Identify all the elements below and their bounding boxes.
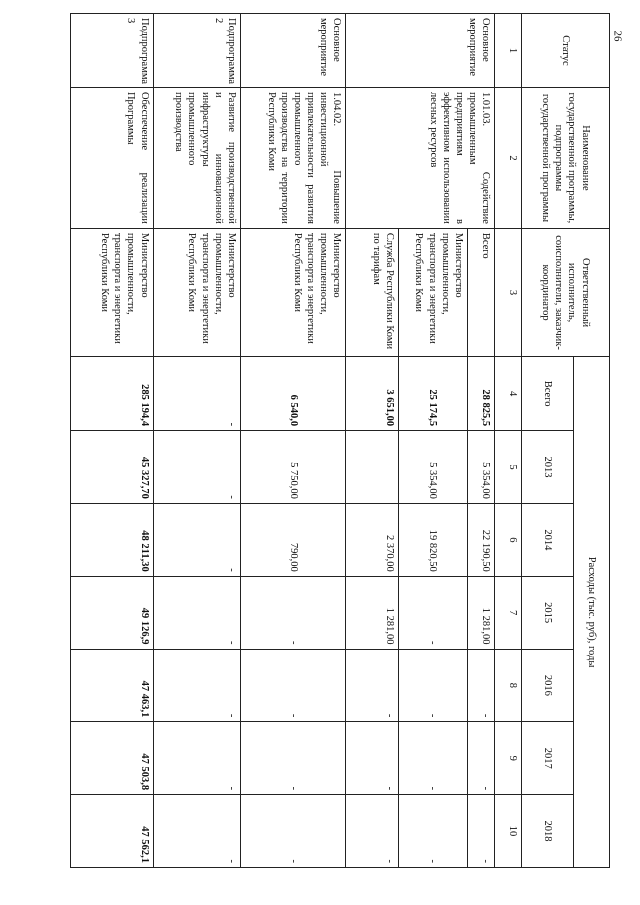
col-number: 3 (495, 228, 521, 356)
row-name: Развитие производственной и инновационной инфраструктуры промышленного производства (153, 87, 240, 228)
header-responsible: Ответственный исполнитель, соисполнители, заказчик-координатор (521, 228, 609, 356)
row-total: 28 825,5 (467, 357, 495, 431)
row-name: 1.04.02. Повышение инвестиционной привлекательности развития промышленного производства на территории Республики Коми (240, 87, 346, 228)
row-value: 45 327,70 (71, 431, 154, 504)
row-responsible: Министерство промышленности, транспорта и энергетики Республики Коми (71, 228, 154, 356)
row-value: - (346, 649, 399, 722)
row-value: - (153, 503, 240, 576)
col-number: 7 (495, 576, 521, 649)
row-value: 1 281,00 (467, 576, 495, 649)
col-number: 1 (495, 14, 521, 88)
row-total: 6 540,0 (240, 357, 346, 431)
row-value: 47 463,1 (71, 649, 154, 722)
row-value: 19 820,50 (399, 503, 468, 576)
row-value: 2 370,00 (346, 503, 399, 576)
header-status: Статус (521, 14, 609, 88)
col-number: 8 (495, 649, 521, 722)
row-value: - (399, 649, 468, 722)
row-value: - (399, 576, 468, 649)
row-value: - (467, 649, 495, 722)
header-year: 2013 (521, 431, 574, 504)
row-value: 22 190,50 (467, 503, 495, 576)
row-responsible: Служба Республики Коми по тарифам (346, 228, 399, 356)
row-value: 790,00 (240, 503, 346, 576)
row-name: 1.01.03. Содействие промышленным предприятиям в эффективном использовании лесных ресурсов (346, 87, 495, 228)
expenses-table (70, 13, 610, 868)
col-number: 9 (495, 722, 521, 795)
col-number: 5 (495, 431, 521, 504)
col-number: 10 (495, 795, 521, 868)
row-value: - (153, 722, 240, 795)
row-responsible: Министерство промышленности, транспорта и энергетики Республики Коми (399, 228, 468, 356)
row-value: - (346, 795, 399, 868)
row-value: 48 211,30 (71, 503, 154, 576)
row-status: Подпрограмма 2 (153, 14, 240, 88)
row-total: 25 174,5 (399, 357, 468, 431)
row-responsible: Всего (467, 228, 495, 356)
header-year: 2014 (521, 503, 574, 576)
row-total: - (153, 357, 240, 431)
row-value: - (399, 722, 468, 795)
row-value: - (153, 431, 240, 504)
rotated-page (70, 13, 610, 868)
row-value: 1 281,00 (346, 576, 399, 649)
row-value: - (399, 795, 468, 868)
row-value: 47 503,8 (71, 722, 154, 795)
row-value: - (467, 795, 495, 868)
row-status: Подпрограмма 3 (71, 14, 154, 88)
row-value: - (467, 722, 495, 795)
row-value: 5 354,00 (399, 431, 468, 504)
header-expenses: Расходы (тыс. руб), годы (574, 357, 610, 868)
header-total: Всего (521, 357, 574, 431)
row-total: 3 651,00 (346, 357, 399, 431)
row-value (346, 431, 399, 504)
row-value: - (153, 795, 240, 868)
header-year: 2015 (521, 576, 574, 649)
col-number: 2 (495, 87, 521, 228)
col-number: 4 (495, 357, 521, 431)
header-year: 2017 (521, 722, 574, 795)
row-value: - (153, 576, 240, 649)
row-name: Обеспечение реализации Программы (71, 87, 154, 228)
row-value: - (240, 649, 346, 722)
row-value: 49 126,9 (71, 576, 154, 649)
row-value: - (153, 649, 240, 722)
header-year: 2018 (521, 795, 574, 868)
row-total: 285 194,4 (71, 357, 154, 431)
col-number: 6 (495, 503, 521, 576)
row-value: - (240, 722, 346, 795)
header-year: 2016 (521, 649, 574, 722)
header-name: Наименование государственной программы, подпрограммы государственной программы (521, 87, 609, 228)
page-number: 26 (611, 30, 624, 42)
row-value: 47 562,1 (71, 795, 154, 868)
row-value: - (346, 722, 399, 795)
row-value: 5 750,00 (240, 431, 346, 504)
row-responsible: Министерство промышленности, транспорта и энергетики Республики Коми (240, 228, 346, 356)
row-value: - (240, 576, 346, 649)
row-status: Основное мероприятие (346, 14, 495, 88)
row-status: Основное мероприятие (240, 14, 346, 88)
row-value: 5 354,00 (467, 431, 495, 504)
row-value: - (240, 795, 346, 868)
row-responsible: Министерство промышленности, транспорта и энергетики Республики Коми (153, 228, 240, 356)
